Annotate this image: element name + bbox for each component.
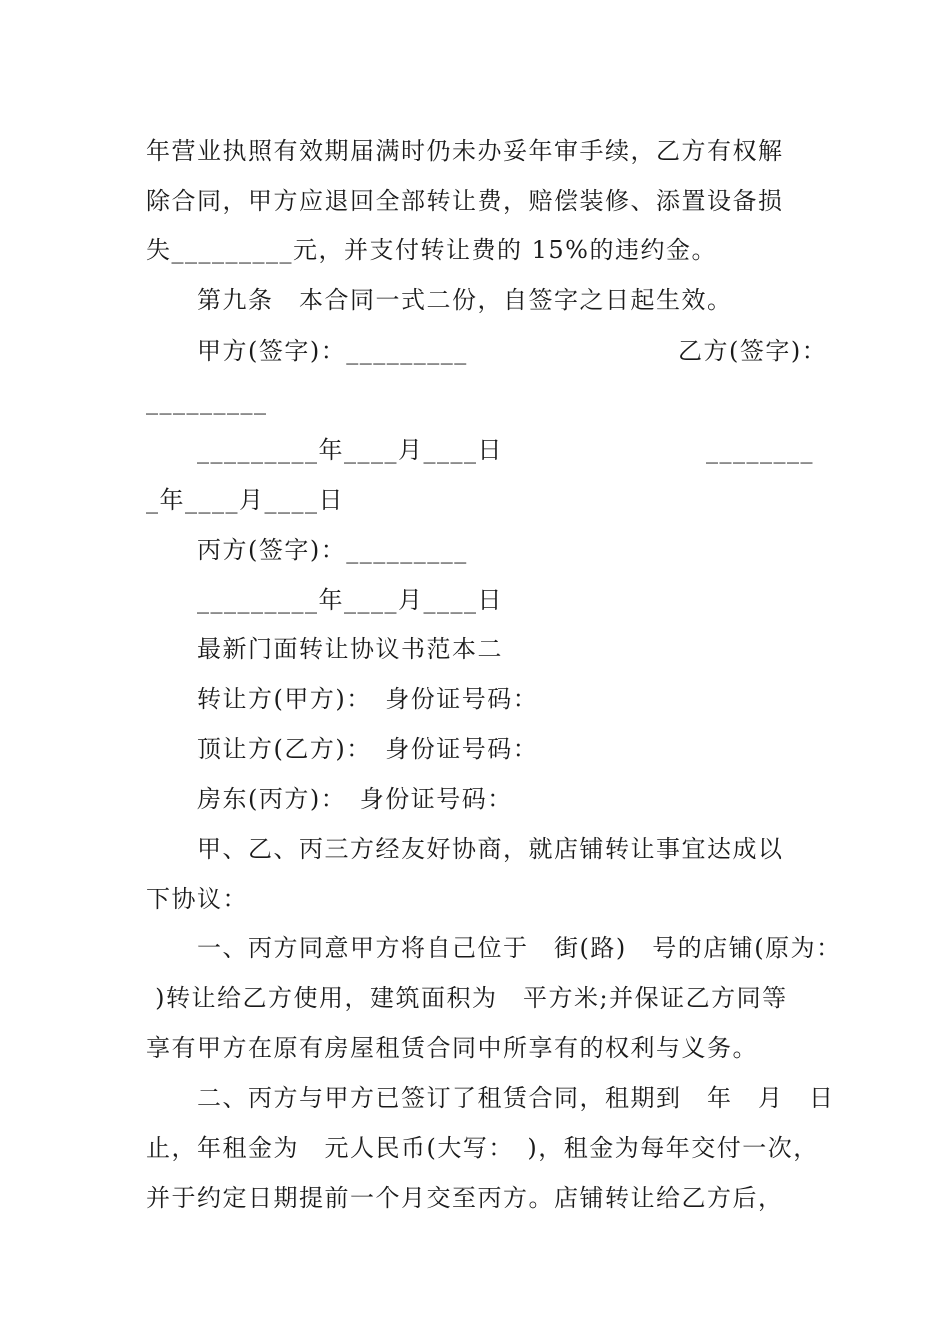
article-nine: 第九条 本合同一式二份，自签字之日起生效。	[197, 286, 733, 314]
text-line: 失_________元，并支付转让费的 15%的违约金。	[146, 236, 717, 264]
signature-blank: _________	[146, 387, 268, 415]
text-line: )转让给乙方使用，建筑面积为 平方米;并保证乙方同等	[146, 984, 788, 1012]
party-b-date-blank: ________	[706, 436, 814, 464]
party-a-signature: 甲方(签字)：_________	[197, 337, 468, 365]
party-c-signature: 丙方(签字)：_________	[197, 536, 468, 564]
text-line: 并于约定日期提前一个月交至丙方。店铺转让给乙方后，	[146, 1184, 784, 1212]
text-line: 甲、乙、丙三方经友好协商，就店铺转让事宜达成以	[197, 835, 784, 863]
text-line: 一、丙方同意甲方将自己位于 街(路) 号的店铺(原为：	[197, 934, 842, 962]
party-b-date: _年____月____日	[146, 486, 344, 514]
party-a-date: _________年____月____日	[197, 436, 503, 464]
party-b-signature: 乙方(签字)：	[678, 337, 828, 365]
text-line: 除合同，甲方应退回全部转让费，赔偿装修、添置设备损	[146, 187, 784, 215]
text-line: 下协议：	[146, 885, 248, 913]
text-line: 二、丙方与甲方已签订了租赁合同，租期到 年 月 日	[197, 1084, 835, 1112]
transferor-line: 转让方(甲方)： 身份证号码：	[197, 685, 539, 713]
transferee-line: 顶让方(乙方)： 身份证号码：	[197, 735, 539, 763]
text-line: 享有甲方在原有房屋租赁合同中所享有的权利与义务。	[146, 1034, 758, 1062]
landlord-line: 房东(丙方)： 身份证号码：	[197, 785, 513, 813]
text-line: 止，年租金为 元人民币(大写： )，租金为每年交付一次，	[146, 1134, 819, 1162]
section-title: 最新门面转让协议书范本二	[197, 635, 503, 663]
party-c-date: _________年____月____日	[197, 586, 503, 614]
text-line: 年营业执照有效期届满时仍未办妥年审手续，乙方有权解	[146, 137, 784, 165]
